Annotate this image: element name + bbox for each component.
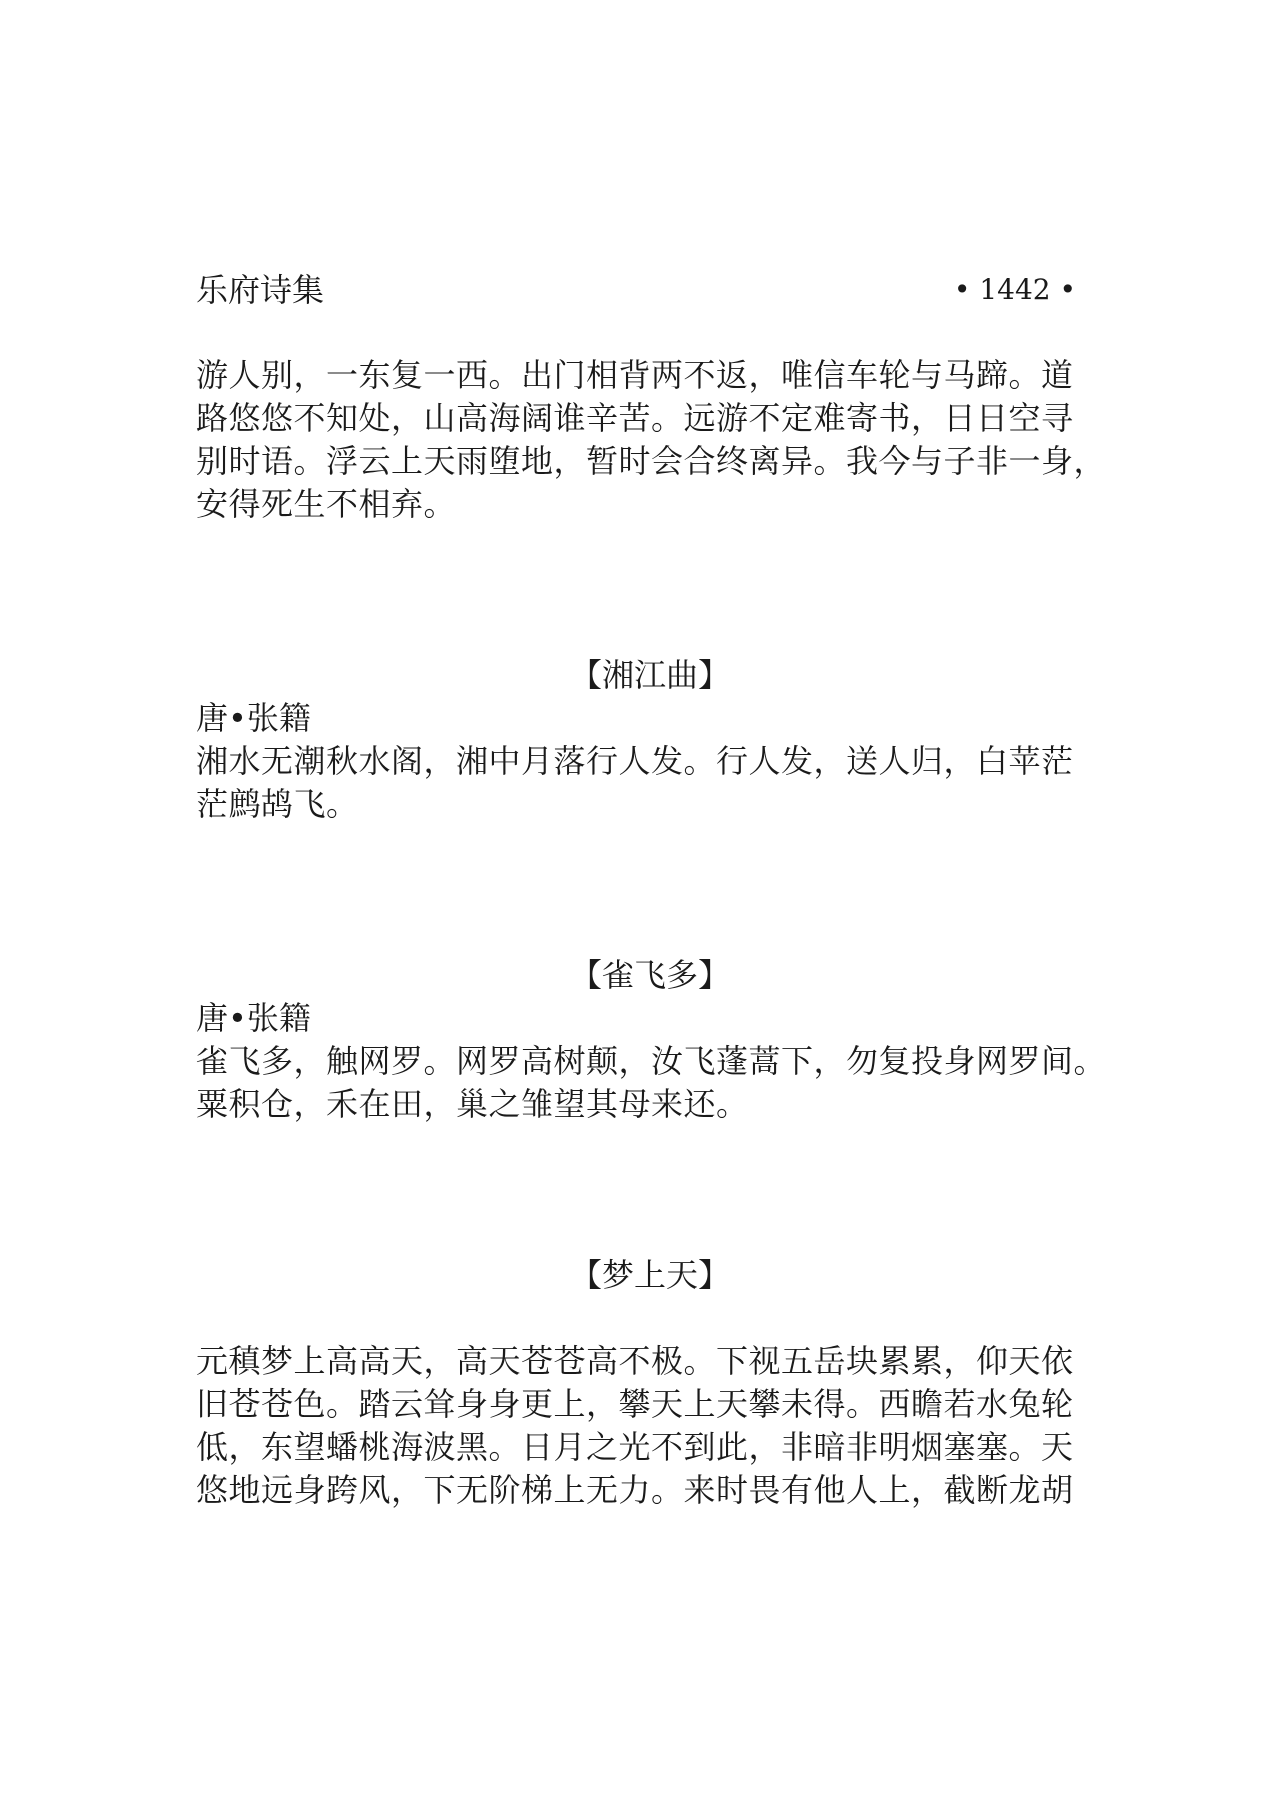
book-title: 乐府诗集 [196, 271, 325, 309]
text-line: 旧苍苍色。踏云耸身身更上，攀天上天攀未得。西瞻若水兔轮 [196, 1385, 1074, 1423]
text-line: 元稹梦上高高天，高天苍苍高不极。下视五岳块累累，仰天依 [196, 1342, 1074, 1380]
continuation-text [196, 354, 1107, 526]
poem-author: 唐•张籍 [196, 699, 311, 737]
poem-author: 唐•张籍 [196, 999, 311, 1037]
poem-title-mengshangtian: 【梦上天】 [570, 1256, 731, 1294]
text-line: 别时语。浮云上天雨堕地，暂时会合终离异。我今与子非一身， [196, 442, 1107, 480]
poem-body-mengshangtian [196, 1340, 1096, 1512]
poem-title-xiangjiangqu: 【湘江曲】 [570, 656, 731, 694]
poem-body-xiangjiangqu [196, 740, 1096, 826]
text-line: 雀飞多，触网罗。网罗高树颠，汝飞蓬蒿下，勿复投身网罗间。 [196, 1042, 1107, 1080]
poem-title-quefeiduo: 【雀飞多】 [570, 956, 731, 994]
text-line: 悠地远身跨风，下无阶梯上无力。来时畏有他人上，截断龙胡 [196, 1471, 1074, 1509]
running-header [196, 268, 1076, 312]
text-line: 安得死生不相弃。 [196, 485, 457, 523]
page-number: • 1442 • [953, 273, 1076, 306]
text-line: 粟积仓，禾在田，巢之雏望其母来还。 [196, 1085, 749, 1123]
text-line: 游人别，一东复一西。出门相背两不返，唯信车轮与马蹄。道 [196, 356, 1074, 394]
text-line: 低，东望蟠桃海波黑。日月之光不到此，非暗非明烟塞塞。天 [196, 1428, 1074, 1466]
text-line: 茫鹧鸪飞。 [196, 785, 359, 823]
text-line: 路悠悠不知处，山高海阔谁辛苦。远游不定难寄书，日日空寻 [196, 399, 1074, 437]
poem-body-quefeiduo [196, 1040, 1107, 1126]
text-line: 湘水无潮秋水阁，湘中月落行人发。行人发，送人归，白苹茫 [196, 742, 1074, 780]
